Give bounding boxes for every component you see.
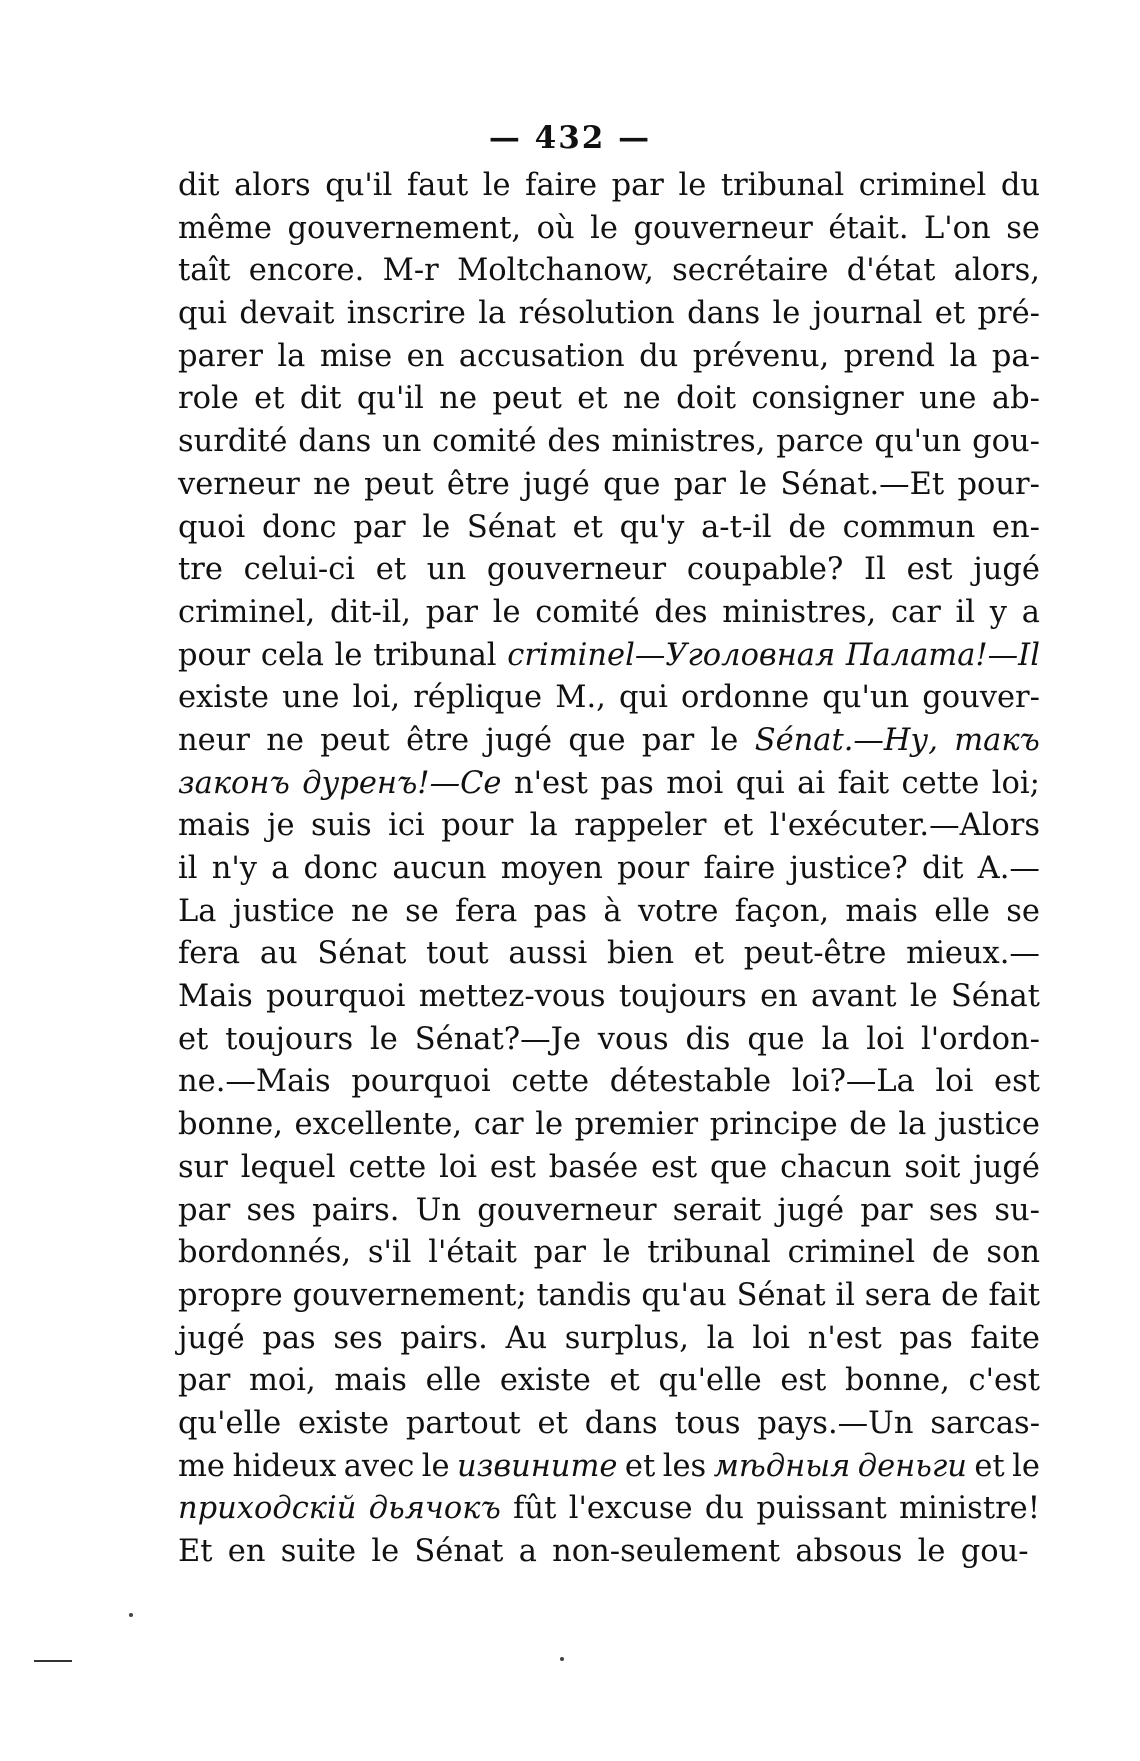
margin-rule — [34, 1660, 72, 1662]
text-line: taît encore. M-r Moltchanow, secrétaire d'état alors, — [178, 253, 1040, 289]
text-line: bordonnés, s'il l'était par le tribunal criminel de son — [178, 1235, 1040, 1271]
text-line: jugé pas ses pairs. Au surplus, la loi n'est pas faite — [178, 1320, 1040, 1356]
text-line: verneur ne peut être jugé que par le Sénat.—Et pour- — [178, 466, 1040, 502]
text-line: qu'elle existe partout et dans tous pays.—Un sarcas- — [178, 1405, 1040, 1441]
text-line: Mais pourquoi mettez-vous toujours en avant le Sénat — [178, 979, 1040, 1015]
text-line: propre gouvernement; tandis qu'au Sénat il sera de fait — [178, 1277, 1040, 1313]
text-line: quoi donc par le Sénat et qu'y a-t-il de commun en- — [178, 509, 1040, 545]
print-speck — [560, 1657, 564, 1661]
text-line: qui devait inscrire la résolution dans le journal et pré- — [178, 296, 1040, 332]
text-line: il n'y a donc aucun moyen pour faire justice? dit A.— — [178, 851, 1040, 886]
text-line: bonne, excellente, car le premier principe de la justice — [178, 1107, 1040, 1143]
page-number: — 432 — — [488, 120, 652, 156]
text-line: neur ne peut être jugé que par le Sénat.—Ну, такъ — [178, 722, 1040, 758]
text-line: surdité dans un comité des ministres, parce qu'un gou- — [178, 424, 1040, 460]
text-line: приходскій дьячокъ fût l'excuse du puissant ministre! — [178, 1491, 1040, 1527]
text-line: fera au Sénat tout aussi bien et peut-être mieux.— — [178, 936, 1040, 972]
text-line: sur lequel cette loi est basée est que chacun soit jugé — [178, 1149, 1040, 1185]
body-text — [178, 165, 1040, 1574]
text-line: tre celui-ci et un gouverneur coupable? Il est jugé — [178, 552, 1040, 588]
text-line: pour cela le tribunal criminel—Уголовная Палата!—Il — [178, 637, 1040, 673]
text-line: par moi, mais elle existe et qu'elle est bonne, c'est — [178, 1363, 1040, 1399]
text-line: законъ дуренъ!—Ce n'est pas moi qui ai fait cette loi; — [178, 765, 1040, 801]
text-line: me hideux avec le извините et les мѣдныя деньги et le — [178, 1448, 1040, 1484]
text-line: existe une loi, réplique M., qui ordonne qu'un gouver- — [178, 680, 1040, 716]
text-line: mais je suis ici pour la rappeler et l'exécuter.—Alors — [178, 808, 1040, 844]
text-line: parer la mise en accusation du prévenu, prend la pa- — [178, 338, 1040, 374]
text-line: même gouvernement, où le gouverneur était. L'on se — [178, 210, 1040, 246]
text-line: ne.—Mais pourquoi cette détestable loi?—La loi est — [178, 1064, 1040, 1100]
text-line: criminel, dit-il, par le comité des ministres, car il y a — [178, 594, 1040, 630]
text-line: dit alors qu'il faut le faire par le tribunal criminel du — [178, 168, 1040, 203]
text-line: La justice ne se fera pas à votre façon, mais elle se — [178, 893, 1040, 929]
print-speck — [129, 1613, 133, 1617]
text-line: role et dit qu'il ne peut et ne doit consigner une ab- — [178, 381, 1040, 417]
text-line: et toujours le Sénat?—Je vous dis que la loi l'ordon- — [178, 1021, 1040, 1057]
text-line: par ses pairs. Un gouverneur serait jugé par ses su- — [178, 1192, 1040, 1228]
text-line: Et en suite le Sénat a non-seulement absous le gou- — [178, 1534, 1029, 1569]
